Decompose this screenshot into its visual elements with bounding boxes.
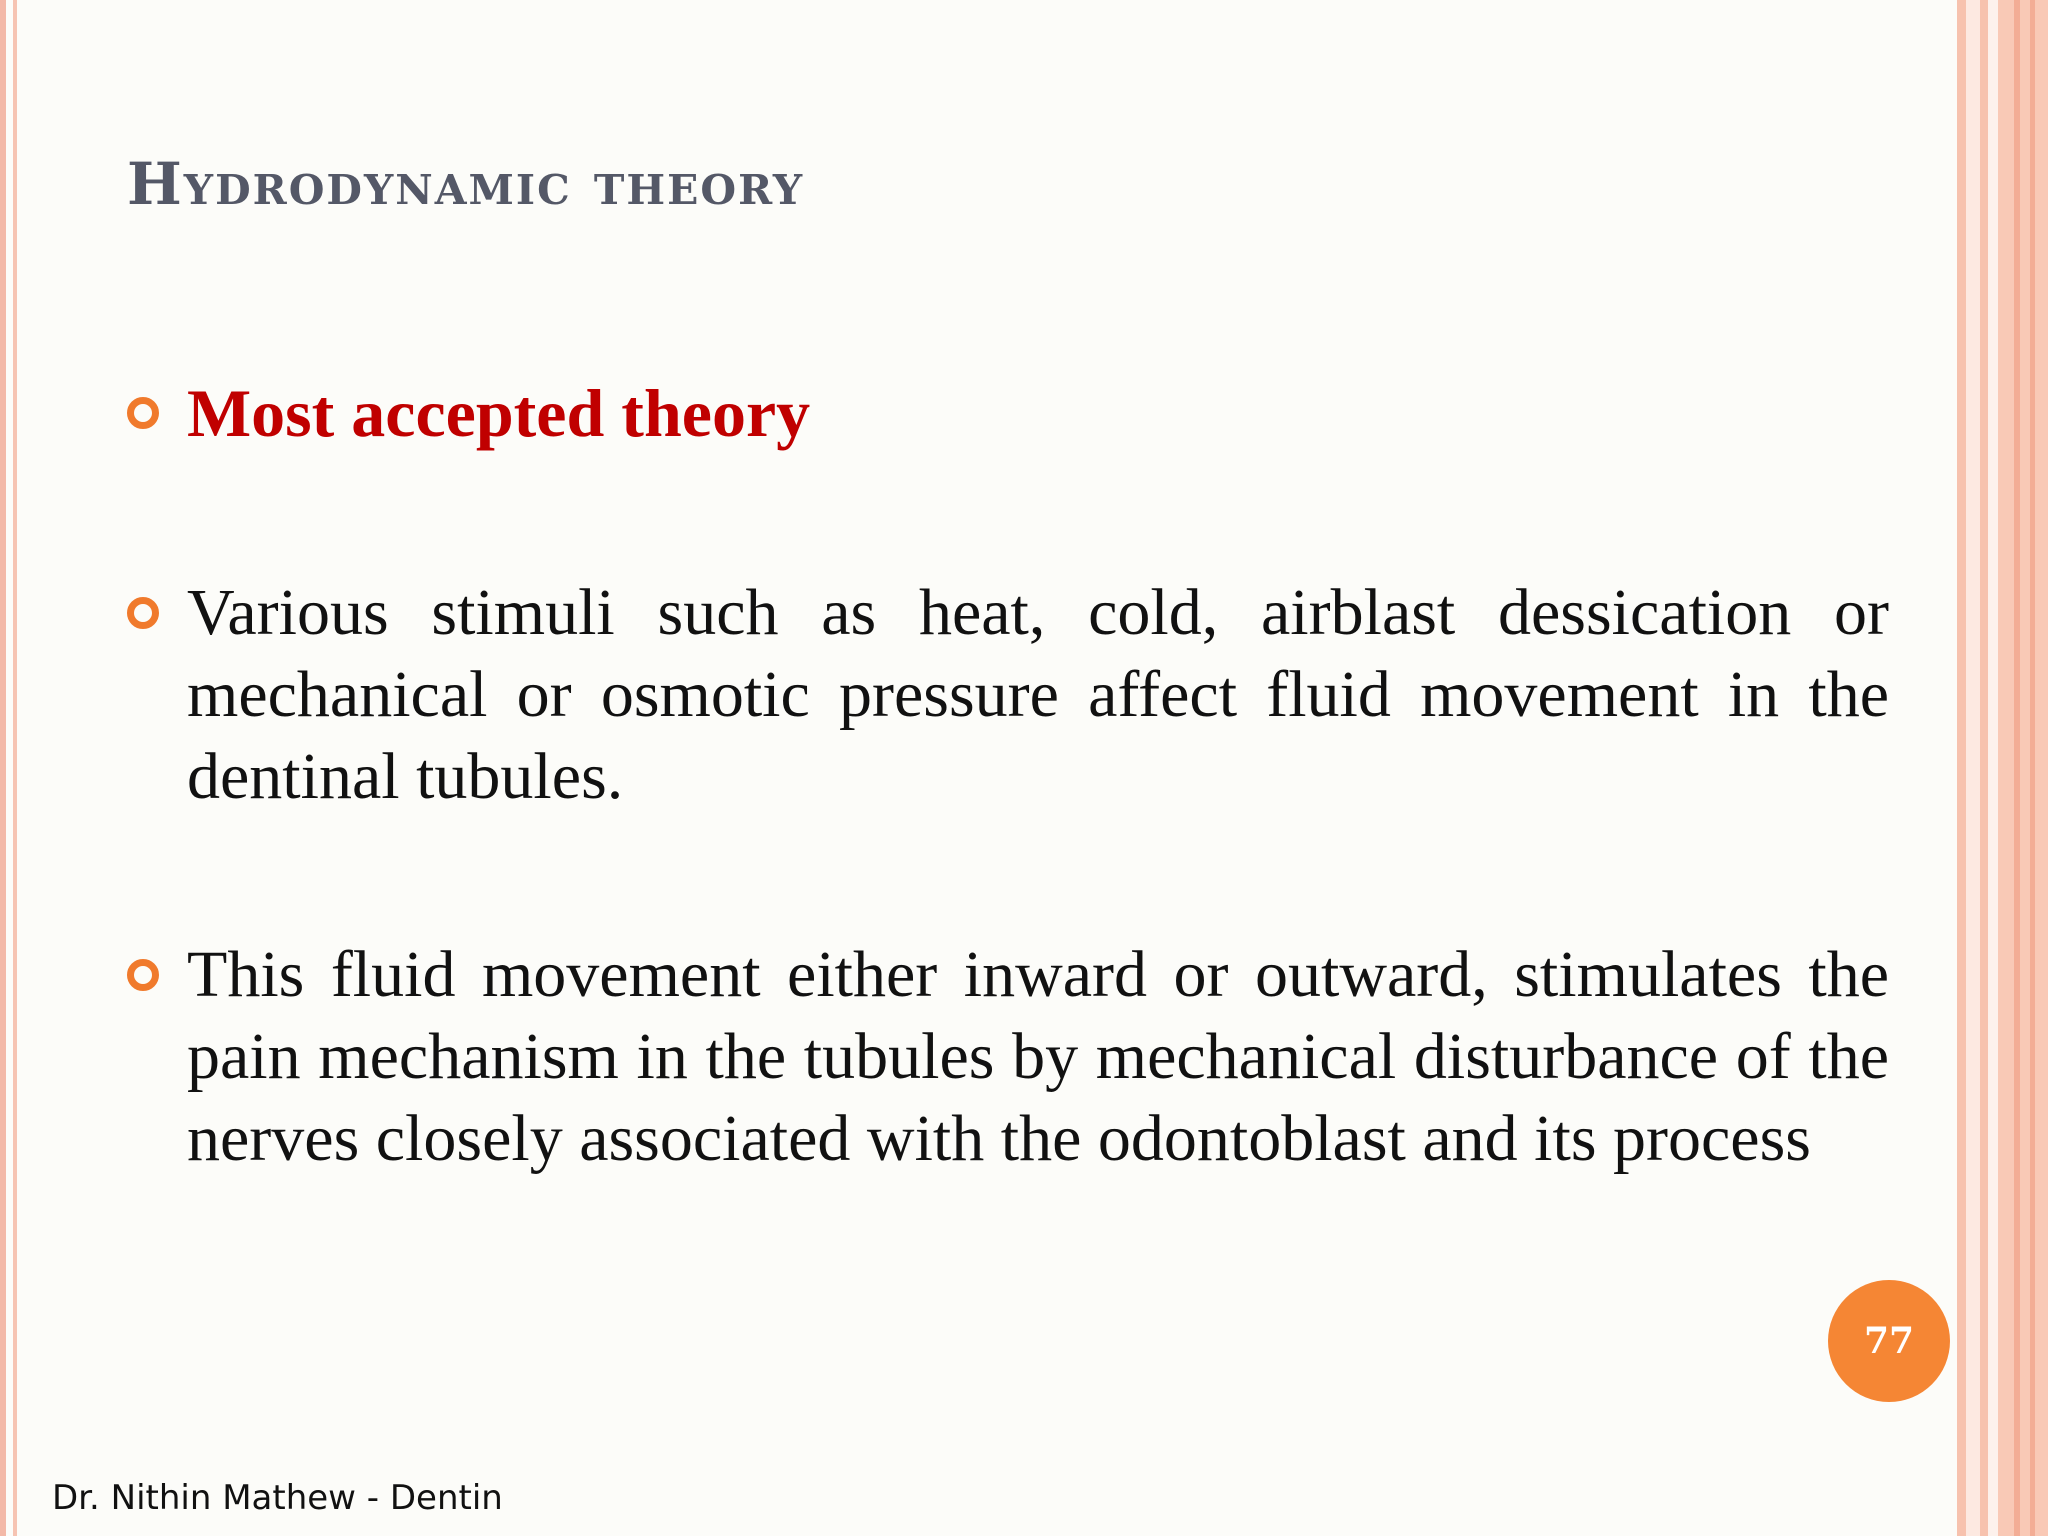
bullet-item-stimuli	[127, 572, 1889, 818]
right-border-stripe	[1966, 0, 1980, 1536]
hollow-circle-bullet-icon	[127, 397, 159, 429]
left-border-stripe	[13, 0, 17, 1536]
hollow-circle-bullet-icon	[127, 959, 159, 991]
hollow-circle-bullet-icon	[127, 597, 159, 629]
right-border-stripe	[2014, 0, 2020, 1536]
footer-author: Dr. Nithin Mathew - Dentin	[52, 1478, 503, 1518]
bullet-item-fluid-movement	[127, 934, 1889, 1180]
page-number-badge: 77	[1828, 1280, 1950, 1402]
right-border-stripe	[1998, 0, 2048, 1536]
slide-title: Hydrodynamic theory	[127, 150, 805, 218]
bullet-item-most-accepted	[127, 372, 1889, 454]
right-border-stripe	[1988, 0, 1998, 1536]
bullet-text: Various stimuli such as heat, cold, airblast dessication or mechanical or osmotic pressure affect fluid movement in the dentinal tubules.	[187, 576, 1889, 813]
bullet-text: Most accepted theory	[187, 375, 811, 451]
left-border-stripe	[0, 0, 6, 1536]
bullet-text: This fluid movement either inward or outward, stimulates the pain mechanism in the tubules by mechanical disturbance of the nerves closely associated with the odontoblast and its process	[187, 938, 1889, 1175]
right-border-stripe	[1980, 0, 1988, 1536]
right-border-stripe	[2030, 0, 2035, 1536]
right-border-stripe	[1957, 0, 1966, 1536]
